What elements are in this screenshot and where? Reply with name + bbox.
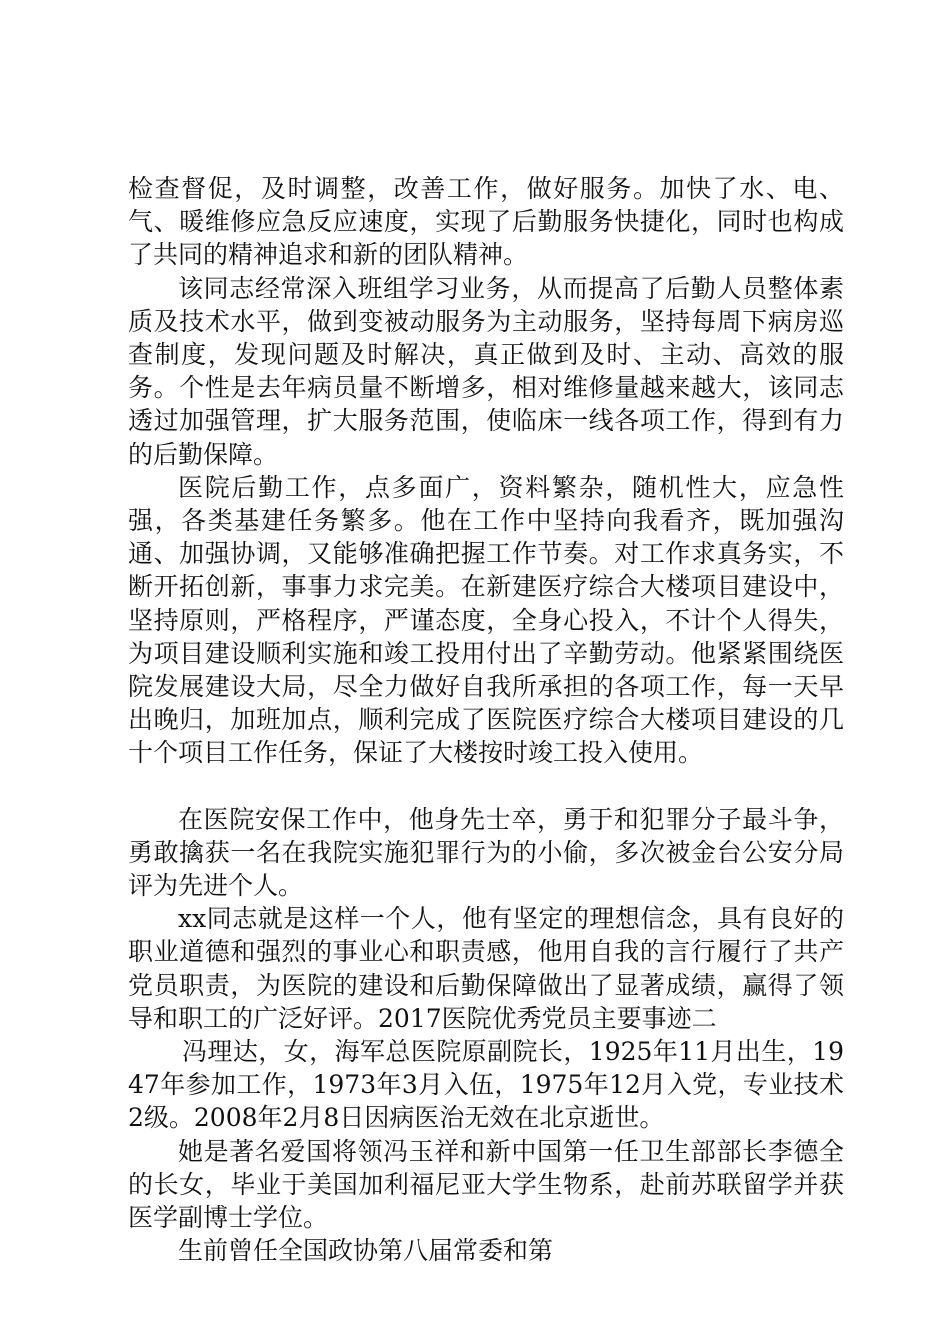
paragraph-biography: 冯理达，女，海军总医院原副院长，1925年11月出生，1947年参加工作，1973年3月入伍，1975年12月入党，专业技术2级。2008年2月8日因病医治无效在北京逝世。 [128,1037,844,1133]
paragraph-study-business: 该同志经常深入班组学习业务，从而提高了后勤人员整体素质及技术水平，做到变被动服务为主动服务，坚持每周下病房巡查制度，发现问题及时解决，真正做到及时、主动、高效的服务。个性是去年病员量不断增多，相对维修量越来越大，该同志透过加强管理，扩大服务范围，使临床一线各项工作，得到有力的后勤保障。 [128,273,844,469]
paragraph-security-work: 在医院安保工作中，他身先士卒，勇于和犯罪分子最斗争，勇敢擒获一名在我院实施犯罪行为的小偷，多次被金台公安分局评为先进个人。 [128,804,844,901]
paragraph-summary: xx同志就是这样一个人，他有坚定的理想信念，具有良好的职业道德和强烈的事业心和职责感，他用自我的言行履行了共产党员职责，为医院的建设和后勤保障做出了显著成绩，赢得了领导和职工的广泛好评。2017医院优秀党员主要事迹二 [128,904,844,1033]
document-body [128,172,844,1268]
paragraph-family-education: 她是著名爱国将领冯玉祥和新中国第一任卫生部部长李德全的长女，毕业于美国加利福尼亚大学生物系，赴前苏联留学并获医学副博士学位。 [128,1136,844,1233]
paragraph-logistics-work: 医院后勤工作，点多面广，资料繁杂，随机性大，应急性强，各类基建任务繁多。他在工作中坚持向我看齐，既加强沟通、加强协调，又能够准确把握工作节奏。对工作求真务实，不断开拓创新，事事力求完美。在新建医疗综合大楼项目建设中，坚持原则，严格程序，严谨态度，全身心投入，不计个人得失，为项目建设顺利实施和竣工投用付出了辛勤劳动。他紧紧围绕医院发展建设大局，尽全力做好自我所承担的各项工作，每一天早出晚归，加班加点，顺利完成了医院医疗综合大楼项目建设的几十个项目工作任务，保证了大楼按时竣工投入使用。 [128,472,844,768]
paragraph-positions: 生前曾任全国政协第八届常委和第 [178,1236,554,1266]
paragraph-continuation: 检查督促，及时调整，改善工作，做好服务。加快了水、电、气、暖维修应急反应速度，实现了后勤服务快捷化，同时也构成了共同的精神追求和新的团队精神。 [128,174,844,270]
